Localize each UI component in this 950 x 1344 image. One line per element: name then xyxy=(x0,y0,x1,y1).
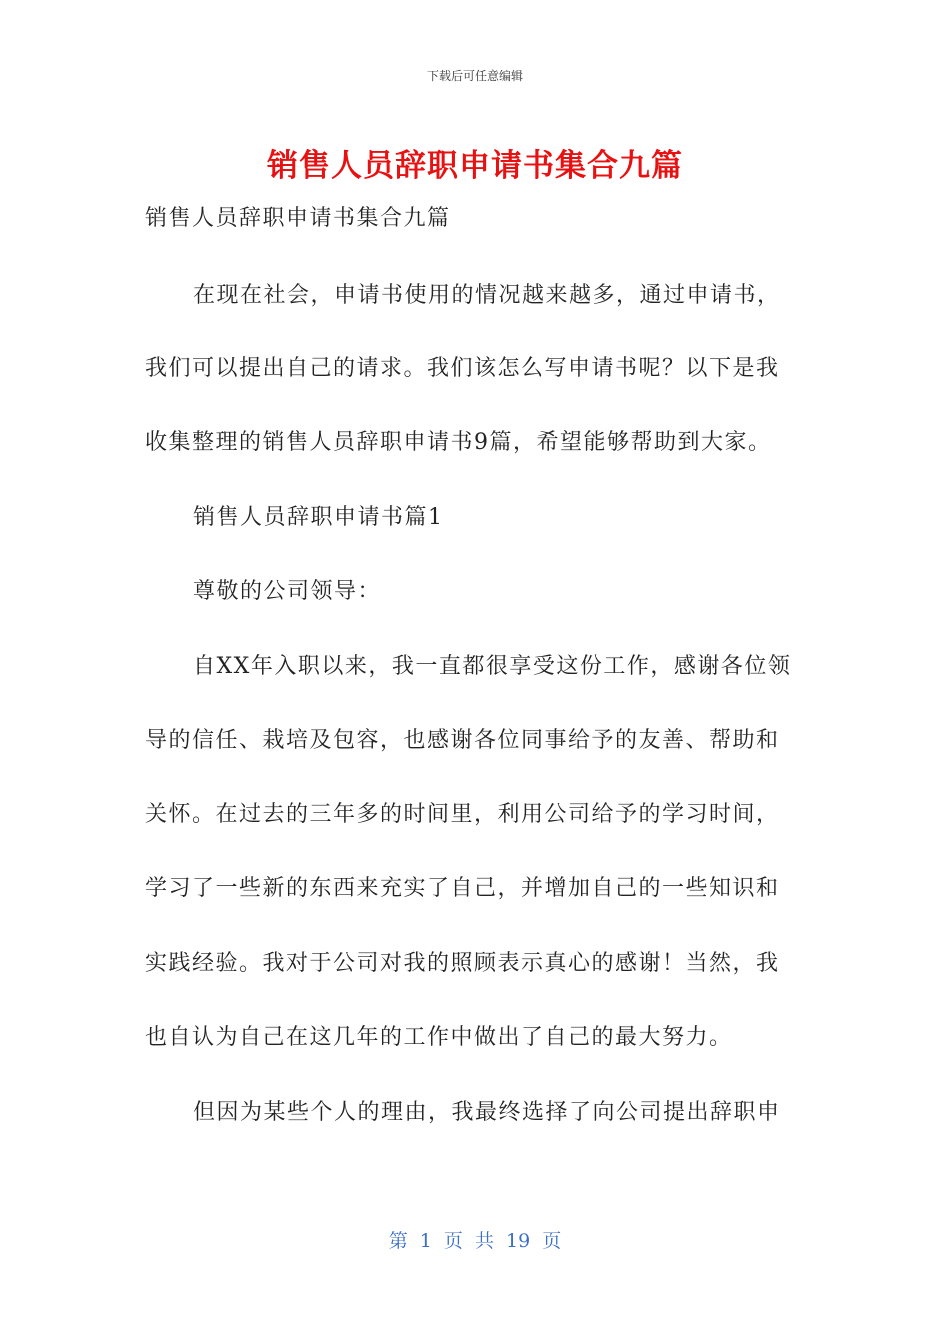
subtitle-line: 销售人员辞职申请书集合九篇 xyxy=(145,206,451,231)
paragraph-line: 自XX年入职以来，我一直都很享受这份工作，感谢各位领 xyxy=(193,654,792,679)
header-note: 下载后可任意编辑 xyxy=(426,69,523,83)
paragraph-line: 导的信任、栽培及包容，也感谢各位同事给予的友善、帮助和 xyxy=(145,728,780,753)
paragraph-line: 但因为某些个人的理由，我最终选择了向公司提出辞职申 xyxy=(193,1100,781,1125)
paragraph-line: 收集整理的销售人员辞职申请书9篇，希望能够帮助到大家。 xyxy=(145,430,772,455)
paragraph-line: 也自认为自己在这几年的工作中做出了自己的最大努力。 xyxy=(145,1025,733,1050)
document-title: 销售人员辞职申请书集合九篇 xyxy=(267,148,683,184)
paragraph-line: 我们可以提出自己的请求。我们该怎么写申请书呢？以下是我 xyxy=(145,356,780,381)
page-number-footer: 第 1 页 共 19 页 xyxy=(388,1230,562,1252)
paragraph-line: 学习了一些新的东西来充实了自己，并增加自己的一些知识和 xyxy=(145,876,780,901)
salutation-line: 尊敬的公司领导： xyxy=(193,579,382,604)
section-heading: 销售人员辞职申请书篇1 xyxy=(193,505,444,530)
paragraph-line: 关怀。在过去的三年多的时间里，利用公司给予的学习时间， xyxy=(145,802,780,827)
paragraph-line: 实践经验。我对于公司对我的照顾表示真心的感谢！当然，我 xyxy=(145,951,780,976)
paragraph-line: 在现在社会，申请书使用的情况越来越多，通过申请书， xyxy=(193,283,781,308)
